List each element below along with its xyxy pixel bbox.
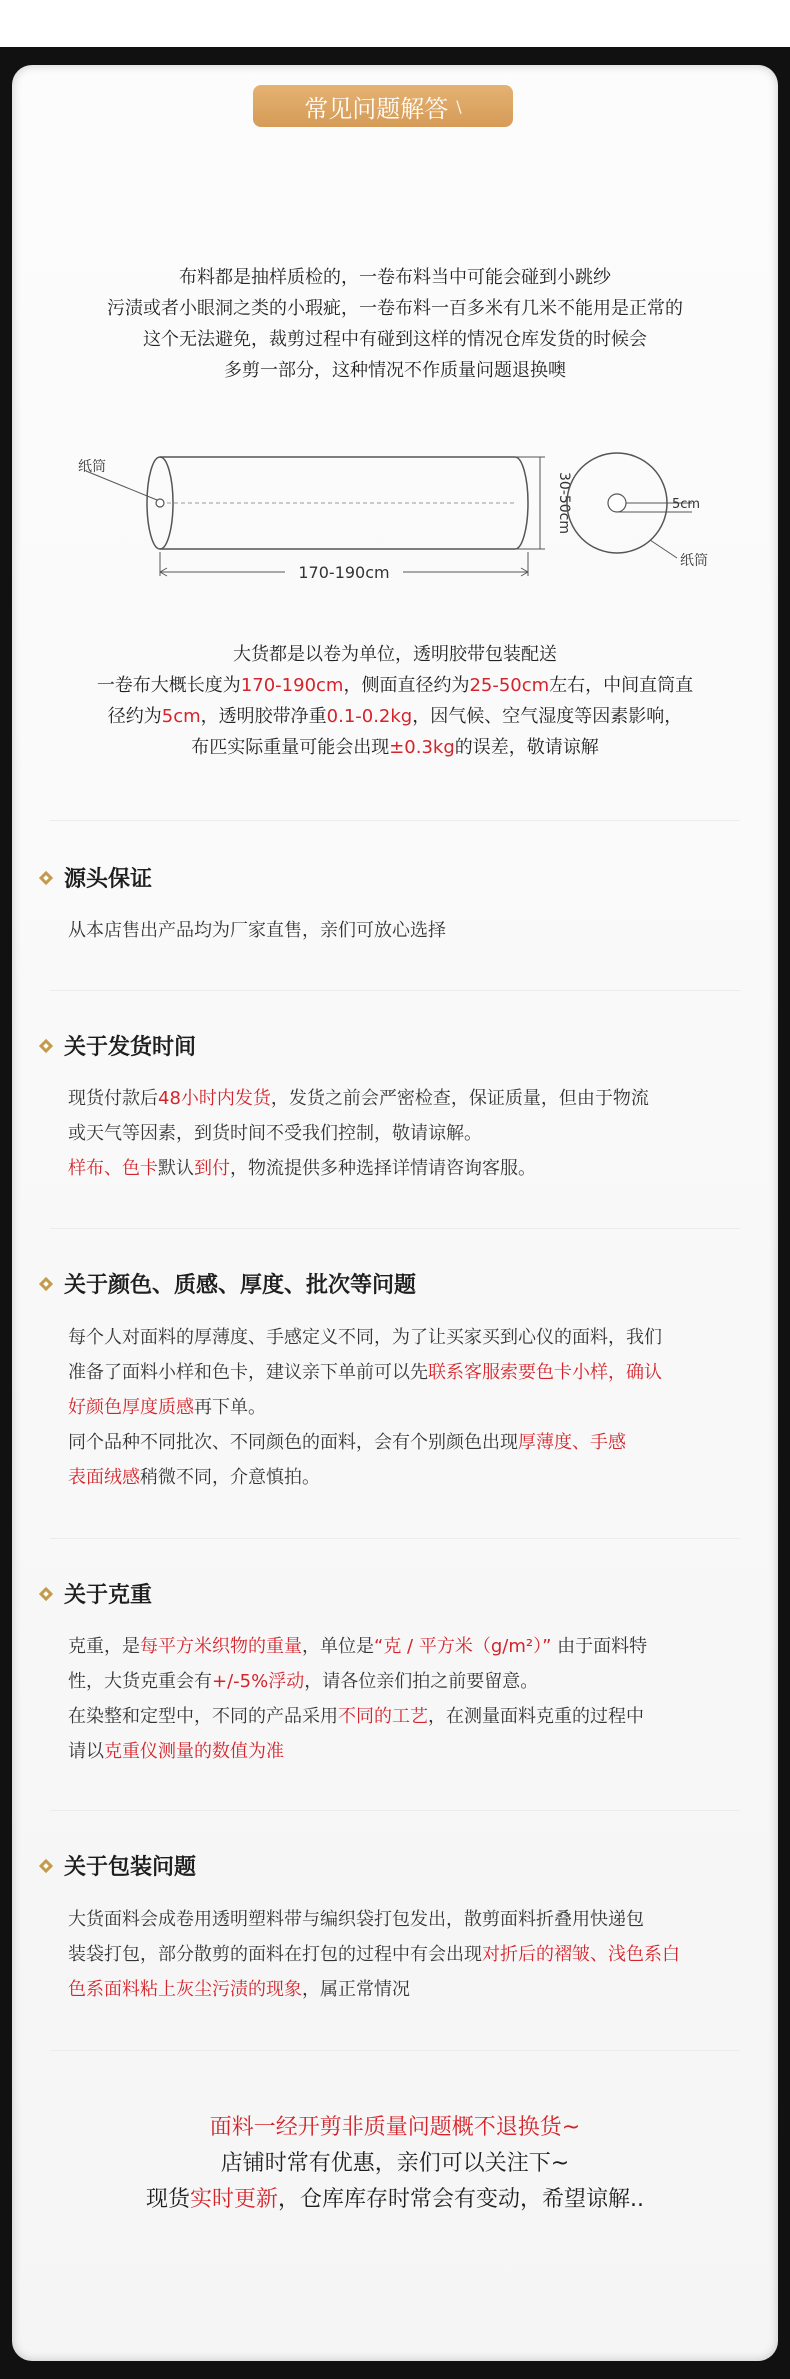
paragraph [68,1699,718,1734]
text-segment: 现货付款后 [68,1088,158,1109]
packaging-line-4 [40,732,750,763]
section-source-heading [38,862,152,893]
text-segment: 准备了面料小样和色卡，建议亲下单前可以先 [68,1362,428,1383]
fabric-roll-diagram [60,430,730,590]
highlight: 好颜色厚度质感 [68,1397,194,1418]
highlight-tape-weight: 0.1-0.2kg [326,706,413,727]
paragraph [68,1460,718,1495]
label-core: 5cm [672,497,701,512]
highlight: 实时更新 [190,2187,279,2212]
highlight: 样布、色卡 [68,1158,158,1179]
intro-line-1: 布料都是抽样质检的，一卷布料当中可能会碰到小跳纱 [179,267,611,288]
highlight: 表面绒感 [68,1467,140,1488]
paragraph: 从本店售出产品均为厂家直售，亲们可放心选择 [68,920,446,941]
text-segment: 现货 [145,2187,190,2212]
divider [50,820,740,821]
section-title: 关于克重 [64,1583,153,1608]
divider [50,2050,740,2051]
highlight: 到付 [194,1158,230,1179]
text-segment: 左右，中间直筒直 [549,675,694,696]
text-segment: ，侧面直径约为 [343,675,470,696]
text-segment: ，发货之前会严密检查，保证质量，但由于物流 [270,1088,649,1109]
highlight: 联系客服索要色卡小样，确认 [428,1362,662,1383]
faq-title-badge [253,85,513,127]
label-length: 170-190cm [298,563,390,582]
title-deco: \ [456,96,462,116]
highlight: 对折后的褶皱、浅色系白 [482,1944,680,1965]
text-segment: 布匹实际重量可能会出现 [191,737,390,758]
text-segment: 请以 [68,1741,104,1762]
highlight: 克重仪测量的数值为准 [104,1741,284,1762]
diamond-bullet-icon [38,1038,54,1054]
paragraph [68,1972,718,2007]
content-card [12,65,778,2361]
highlight-length: 170-190cm [240,675,344,696]
footer-line-3 [40,2182,750,2218]
section-title: 关于包装问题 [64,1855,197,1880]
text-segment: 性，大货克重会有 [68,1671,212,1692]
intro-line-2: 污渍或者小眼洞之类的小瑕疵，一卷布料一百多米有几米不能用是正常的 [107,298,683,319]
highlight-weight-error: ±0.3kg [389,737,455,758]
paragraph [68,1355,718,1390]
diamond-bullet-icon [38,1858,54,1874]
paragraph [68,1937,718,1972]
intro-paragraph [40,262,750,386]
paragraph [68,1425,718,1460]
divider [50,990,740,991]
highlight-diameter: 25-50cm [469,675,550,696]
text-segment: ，请各位亲们拍之前要留意。 [304,1671,539,1692]
paragraph [68,1151,718,1186]
text-segment: 默认 [158,1158,194,1179]
section-weight-body [68,1629,718,1769]
text-segment: 由于面料特 [557,1636,648,1657]
section-pack-heading [38,1850,196,1881]
section-shipping-heading [38,1030,196,1061]
text-segment: ，在测量面料克重的过程中 [428,1706,644,1727]
section-weight-heading [38,1578,152,1609]
section-source-body [68,913,718,948]
highlight: +/-5%浮动 [212,1671,305,1692]
side-core-hole [156,499,164,507]
text-segment: 的误差，敬请谅解 [454,737,599,758]
highlight: 每平方米织物的重量 [140,1636,302,1657]
diamond-bullet-icon [38,1586,54,1602]
faq-title: 常见问题解答 [304,94,449,123]
text-segment: 克重，是 [68,1636,140,1657]
text-segment: ，仓库库存时常会有变动，希望谅解.. [278,2187,645,2212]
packaging-line-2 [40,670,750,701]
section-shipping-body [68,1081,718,1186]
text-segment: 稍微不同，介意慎拍。 [140,1467,320,1488]
text-segment: 在染整和定型中，不同的产品采用 [68,1706,338,1727]
footer-line-2: 店铺时常有优惠，亲们可以关注下~ [220,2151,570,2176]
diamond-bullet-icon [38,870,54,886]
packaging-paragraph [40,639,750,763]
paragraph: 大货面料会成卷用透明塑料带与编织袋打包发出，散剪面料折叠用快递包 [68,1909,644,1930]
label-diameter: 30-50cm [556,471,572,535]
highlight-core: 5cm [161,706,201,727]
intro-line-3: 这个无法避免，裁剪过程中有碰到这样的情况仓库发货的时候会 [143,329,647,350]
intro-line-4: 多剪一部分，这种情况不作质量问题退换噢 [224,360,566,381]
text-segment: 径约为 [107,706,162,727]
paragraph [68,1390,718,1425]
text-segment: ，物流提供多种选择详情请咨询客服。 [230,1158,536,1179]
footer-line-1: 面料一经开剪非质量问题概不退换货~ [209,2115,581,2140]
text-segment: 一卷布大概长度为 [96,675,241,696]
text-segment: 装袋打包，部分散剪的面料在打包的过程中有会出现 [68,1944,482,1965]
label-tube-left: 纸筒 [78,459,106,475]
highlight: 48小时内发货 [158,1088,271,1109]
label-tube-right: 纸筒 [680,553,708,569]
highlight: 不同的工艺 [338,1706,428,1727]
diamond-bullet-icon [38,1276,54,1292]
highlight: “克 / 平方米（g/m²）” [374,1636,552,1657]
paragraph [68,1629,718,1664]
section-title: 关于发货时间 [64,1035,197,1060]
section-title: 源头保证 [64,867,153,892]
text-segment: ，属正常情况 [302,1979,410,2000]
section-title: 关于颜色、质感、厚度、批次等问题 [64,1273,417,1298]
paragraph: 每个人对面料的厚薄度、手感定义不同，为了让买家买到心仪的面料，我们 [68,1327,662,1348]
paragraph [68,1734,718,1769]
text-segment: ，透明胶带净重 [200,706,327,727]
packaging-line-1: 大货都是以卷为单位，透明胶带包装配送 [233,644,557,665]
divider [50,1810,740,1811]
section-color-body [68,1320,718,1495]
highlight: 色系面料粘上灰尘污渍的现象 [68,1979,302,2000]
paragraph [68,1081,718,1116]
roll-side-view [147,457,528,549]
text-segment: ，因气候、空气湿度等因素影响， [412,706,683,727]
footer-notes [40,2110,750,2218]
text-segment: 同个品种不同批次、不同颜色的面料，会有个别颜色出现 [68,1432,518,1453]
section-color-heading [38,1268,416,1299]
paragraph: 或天气等因素，到货时间不受我们控制，敬请谅解。 [68,1123,482,1144]
text-segment: 再下单。 [194,1397,266,1418]
packaging-line-3 [40,701,750,732]
section-pack-body [68,1902,718,2007]
text-segment: ，单位是 [302,1636,374,1657]
highlight: 厚薄度、手感 [518,1432,626,1453]
paragraph [68,1664,718,1699]
divider [50,1538,740,1539]
divider [50,1228,740,1229]
